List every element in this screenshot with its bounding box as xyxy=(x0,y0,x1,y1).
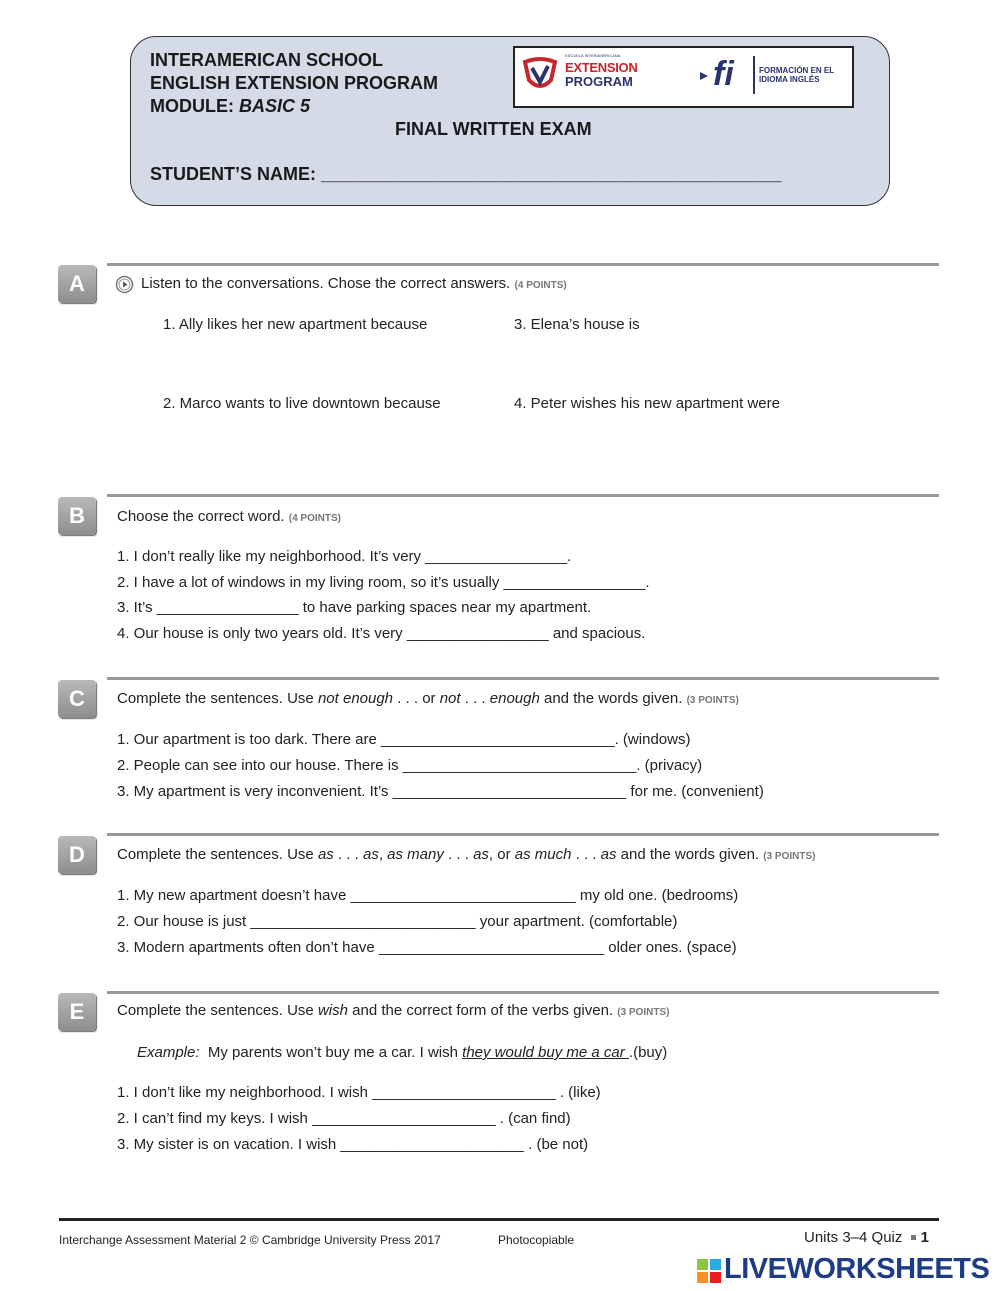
section-c-instruction xyxy=(117,690,739,707)
section-d-badge: D xyxy=(58,836,96,874)
section-d-instr-4: as xyxy=(362,846,379,863)
section-c-points: (3 POINTS) xyxy=(686,695,739,706)
example-answer: they would buy me a car xyxy=(462,1044,629,1061)
section-d-points: (3 POINTS) xyxy=(763,851,816,862)
logo-divider xyxy=(753,56,755,94)
logo-program: PROGRAM xyxy=(565,74,633,89)
section-d-instr-7: . . . xyxy=(443,846,474,863)
section-e-example xyxy=(137,1044,667,1061)
section-c-rule xyxy=(107,677,939,680)
arrow-icon xyxy=(699,71,709,81)
footer-copyright: Interchange Assessment Material 2 © Cambridge University Press 2017 xyxy=(59,1233,441,1247)
section-c-badge: C xyxy=(58,680,96,718)
section-b-item-2[interactable]: 2. I have a lot of windows in my living room, so it’s usually _________________. xyxy=(117,574,650,591)
section-d-instr-12: as xyxy=(600,846,617,863)
section-d-instr-13: and the words given. xyxy=(616,846,760,863)
section-e-item-1[interactable]: 1. I don’t like my neighborhood. I wish ______________________ . (like) xyxy=(117,1084,601,1101)
fi-text-1: FORMACIÓN EN EL xyxy=(759,66,835,75)
section-c-instr-2: not enough xyxy=(317,690,394,707)
section-c-instr-4: not xyxy=(439,690,461,707)
section-c-instr-6: enough xyxy=(489,690,540,707)
section-e-instr-1: Complete the sentences. Use xyxy=(117,1002,318,1019)
section-b-instruction xyxy=(117,508,341,525)
section-d-instr-5: , xyxy=(378,846,388,863)
section-c-item-2[interactable]: 2. People can see into our house. There is ____________________________. (privacy) xyxy=(117,757,703,774)
section-a-item-3: 3. Elena’s house is xyxy=(514,316,640,333)
page-number: 1 xyxy=(920,1229,929,1246)
section-e-badge: E xyxy=(58,993,96,1031)
section-e-rule xyxy=(107,991,939,994)
section-a-item-4: 4. Peter wishes his new apartment were xyxy=(514,395,780,412)
logo-small-text: ESCUELA INTERAMERICANA xyxy=(565,53,621,58)
student-name-field[interactable]: STUDENT’S NAME: ______________________________________________ xyxy=(150,164,782,184)
section-d-instr-11: . . . xyxy=(571,846,601,863)
footer-rule xyxy=(59,1218,939,1221)
section-d-instr-10: as much xyxy=(514,846,572,863)
bullet-icon xyxy=(911,1235,916,1240)
section-d-instr-2: as xyxy=(317,846,334,863)
section-e-instr-3: and the correct form of the verbs given. xyxy=(347,1002,614,1019)
section-b-rule xyxy=(107,494,939,497)
section-d-item-1[interactable]: 1. My new apartment doesn’t have ___________________________ my old one. (bedrooms) xyxy=(117,887,739,904)
section-c-instr-1: Complete the sentences. Use xyxy=(117,690,318,707)
section-d-instr-6: as many xyxy=(387,846,444,863)
section-e-points: (3 POINTS) xyxy=(617,1007,670,1018)
example-end: .(buy) xyxy=(628,1044,668,1061)
section-d-instr-8: as xyxy=(473,846,489,863)
module-label: MODULE: xyxy=(150,96,234,116)
section-c-instr-7: and the words given. xyxy=(539,690,683,707)
section-b-instruction-text: Choose the correct word. xyxy=(117,508,285,525)
section-e-instr-2: wish xyxy=(317,1002,348,1019)
section-c-item-3[interactable]: 3. My apartment is very inconvenient. It’s ____________________________ for me. (convenient) xyxy=(117,783,764,800)
section-d-instruction xyxy=(117,846,815,863)
section-d-instr-1: Complete the sentences. Use xyxy=(117,846,318,863)
section-d-rule xyxy=(107,833,939,836)
logo-extension: EXTENSION xyxy=(565,60,638,75)
section-c-instr-5: . . . xyxy=(460,690,490,707)
section-b-item-1[interactable]: 1. I don’t really like my neighborhood. It’s very _________________. xyxy=(117,548,572,565)
section-b-badge: B xyxy=(58,497,96,535)
section-a-rule xyxy=(107,263,939,266)
program-name: ENGLISH EXTENSION PROGRAM xyxy=(150,73,439,93)
section-e-item-2[interactable]: 2. I can’t find my keys. I wish ______________________ . (can find) xyxy=(117,1110,571,1127)
section-d-item-3[interactable]: 3. Modern apartments often don’t have ___________________________ older ones. (space) xyxy=(117,939,737,956)
section-b-points: (4 POINTS) xyxy=(288,513,341,524)
footer-quiz xyxy=(804,1229,929,1246)
module-line xyxy=(150,96,310,117)
section-a-badge: A xyxy=(58,265,96,303)
footer-photocopiable: Photocopiable xyxy=(498,1233,575,1247)
example-label: Example: xyxy=(137,1044,200,1061)
section-a-instruction xyxy=(141,275,567,292)
section-b-item-4[interactable]: 4. Our house is only two years old. It’s very _________________ and spacious. xyxy=(117,625,646,642)
section-a-item-1: 1. Ally likes her new apartment because xyxy=(163,316,428,333)
liveworksheets-brand[interactable]: LIVEWORKSHEETS xyxy=(724,1253,990,1285)
section-d-instr-3: . . . xyxy=(333,846,363,863)
section-a-item-2: 2. Marco wants to live downtown because xyxy=(163,395,441,412)
module-value: BASIC 5 xyxy=(239,96,311,116)
liveworksheets-logo-icon xyxy=(697,1259,721,1283)
quiz-label: Units 3–4 Quiz xyxy=(804,1229,903,1246)
program-logo xyxy=(513,46,854,108)
fi-text-2: IDIOMA INGLÉS xyxy=(759,75,820,84)
section-b-item-3[interactable]: 3. It’s _________________ to have parking spaces near my apartment. xyxy=(117,599,592,616)
example-text: My parents won’t buy me a car. I wish xyxy=(207,1044,463,1061)
section-a-instruction-text: Listen to the conversations. Chose the correct answers. xyxy=(141,275,511,292)
section-d-item-2[interactable]: 2. Our house is just ___________________________ your apartment. (comfortable) xyxy=(117,913,678,930)
section-d-instr-9: , or xyxy=(488,846,515,863)
school-name: INTERAMERICAN SCHOOL xyxy=(150,50,383,70)
exam-title: FINAL WRITTEN EXAM xyxy=(395,119,592,139)
section-c-instr-3: . . . or xyxy=(393,690,440,707)
section-c-item-1[interactable]: 1. Our apartment is too dark. There are ____________________________. (windows) xyxy=(117,731,691,748)
section-e-item-3[interactable]: 3. My sister is on vacation. I wish ______________________ . (be not) xyxy=(117,1136,589,1153)
fi-logo: fi xyxy=(713,55,734,93)
audio-play-icon[interactable] xyxy=(115,275,134,294)
shield-logo-icon xyxy=(521,56,559,94)
section-a-points: (4 POINTS) xyxy=(514,280,567,291)
section-e-instruction xyxy=(117,1002,670,1019)
